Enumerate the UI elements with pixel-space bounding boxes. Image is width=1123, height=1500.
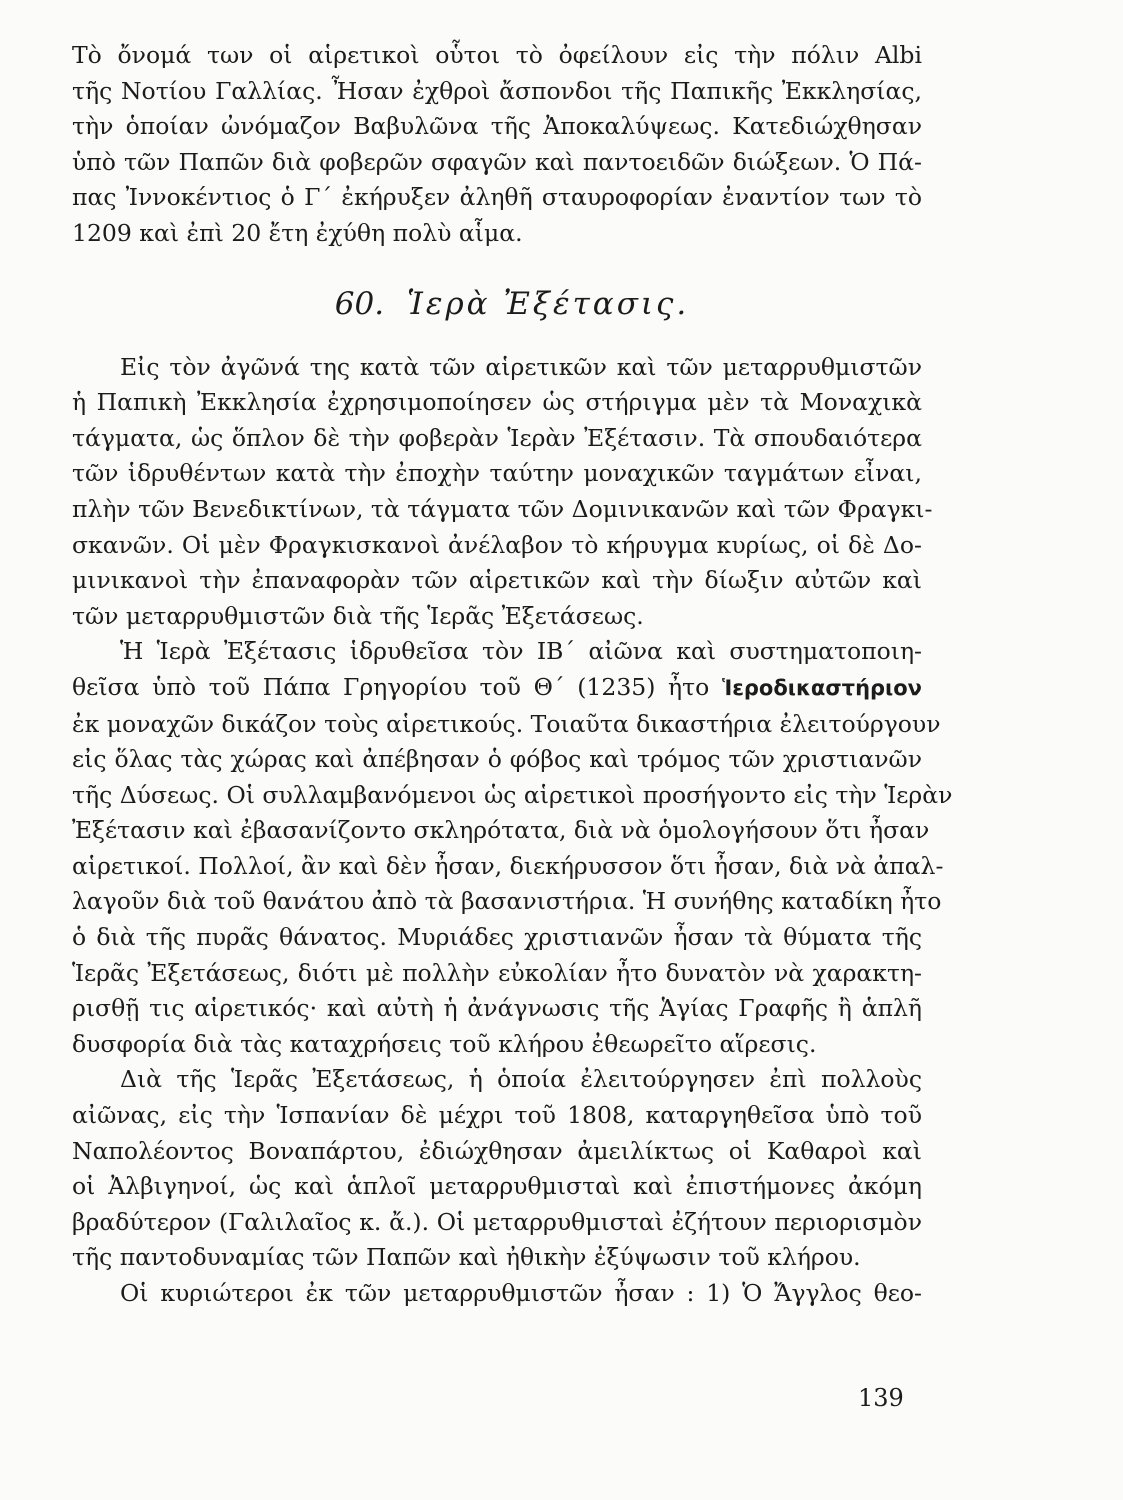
text-line: λαγοῦν διὰ τοῦ θανάτου ἀπὸ τὰ βασανιστήρια. Ἡ συνήθης καταδίκη ἦτο — [72, 887, 942, 916]
text-line: τῶν μεταρρυθμιστῶν διὰ τῆς Ἱερᾶς Ἐξετάσεως. — [72, 601, 644, 630]
text-line: ὁ διὰ τῆς πυρᾶς θάνατος. Μυριάδες χριστιανῶν ἦσαν τὰ θύματα τῆς — [72, 923, 922, 952]
text-line: Τὸ ὄνομά των οἱ αἱρετικοὶ οὗτοι τὸ ὀφείλουν εἰς τὴν πόλιν Albi — [72, 41, 922, 69]
text-line: δυσφορία διὰ τὰς καταχρήσεις τοῦ κλήρου ἐθεωρεῖτο αἵρεσις. — [72, 1029, 817, 1058]
text-line: ἡ Παπικὴ Ἐκκλησία ἐχρησιμοποίησεν ὡς στήριγμα μὲν τὰ Μοναχικὰ — [72, 388, 922, 417]
intro-paragraph — [72, 38, 922, 252]
text-line: τάγματα, ὡς ὅπλον δὲ τὴν φοβερὰν Ἱερὰν Ἐξέτασιν. Τὰ σπουδαιότερα — [72, 423, 922, 452]
text-line: πας Ἰννοκέντιος ὁ Γ΄ ἐκήρυξεν ἀληθῆ σταυροφορίαν ἐναντίον των τὸ — [72, 183, 922, 212]
text-line: τὴν ὁποίαν ὠνόμαζον Βαβυλῶνα τῆς Ἀποκαλύψεως. Κατεδιώχθησαν — [72, 112, 922, 141]
paragraph-orders — [72, 350, 933, 635]
text-line: Ἱερᾶς Ἐξετάσεως, διότι μὲ πολλὴν εὐκολίαν ἦτο δυνατὸν νὰ χαρακτη- — [72, 958, 922, 987]
text-line: τῆς Νοτίου Γαλλίας. Ἦσαν ἐχθροὶ ἄσπονδοι τῆς Παπικῆς Ἐκκλησίας, — [72, 76, 922, 105]
text-line: Ἐξέτασιν καὶ ἐβασανίζοντο σκληρότατα, διὰ νὰ ὁμολογήσουν ὅτι ἦσαν — [72, 816, 930, 845]
section-title: Ἱερὰ Ἐξέτασις. — [406, 285, 690, 322]
bold-term: Ἱεροδικαστήριον — [721, 675, 922, 700]
text-line: αἰῶνας, εἰς τὴν Ἱσπανίαν δὲ μέχρι τοῦ 1808, καταργηθεῖσα ὑπὸ τοῦ — [72, 1101, 922, 1130]
text-line: ἐκ μοναχῶν δικάζον τοὺς αἱρετικούς. Τοιαῦτα δικαστήρια ἐλειτούργουν — [72, 709, 941, 738]
section-heading — [72, 284, 922, 324]
paragraph-abolition — [72, 1062, 922, 1276]
text-line: εἰς ὅλας τὰς χώρας καὶ ἀπέβησαν ὁ φόβος καὶ τρόμος τῶν χριστιανῶν — [72, 745, 922, 774]
text-line: τῆς Δύσεως. Οἱ συλλαμβανόμενοι ὡς αἱρετικοὶ προσήγοντο εἰς τὴν Ἱερὰν — [72, 780, 953, 809]
text-line: σκανῶν. Οἱ μὲν Φραγκισκανοὶ ἀνέλαβον τὸ κήρυγμα κυρίως, οἱ δὲ Δο- — [72, 530, 922, 559]
text-line: Ναπολέοντος Βοναπάρτου, ἐδιώχθησαν ἀμειλίκτως οἱ Καθαροὶ καὶ — [72, 1136, 922, 1165]
text-line: οἱ Ἀλβιγηνοί, ὡς καὶ ἁπλοῖ μεταρρυθμισταὶ καὶ ἐπιστήμονες ἀκόμη — [72, 1172, 922, 1201]
text-line: ρισθῇ τις αἱρετικός· καὶ αὐτὴ ἡ ἀνάγνωσις τῆς Ἁγίας Γραφῆς ἢ ἁπλῆ — [72, 994, 922, 1023]
section-number: 60. — [334, 285, 385, 322]
text-line: βραδύτερον (Γαλιλαῖος κ. ἄ.). Οἱ μεταρρυθμισταὶ ἐζήτουν περιορισμὸν — [72, 1207, 922, 1236]
text-line: τῶν ἱδρυθέντων κατὰ τὴν ἐποχὴν ταύτην μοναχικῶν ταγμάτων εἶναι, — [72, 459, 922, 488]
text-line: Εἰς τὸν ἀγῶνά της κατὰ τῶν αἱρετικῶν καὶ τῶν μεταρρυθμιστῶν — [120, 352, 922, 381]
paragraph-reformers — [72, 1276, 922, 1312]
text-line: Οἱ κυριώτεροι ἐκ τῶν μεταρρυθμιστῶν ἦσαν : 1) Ὁ Ἄγγλος θεο- — [120, 1279, 922, 1307]
text-line: Διὰ τῆς Ἱερᾶς Ἐξετάσεως, ἡ ὁποία ἐλειτούργησεν ἐπὶ πολλοὺς — [120, 1065, 922, 1094]
book-page — [72, 38, 953, 1458]
text-line: Ἡ Ἱερὰ Ἐξέτασις ἱδρυθεῖσα τὸν ΙΒ΄ αἰῶνα καὶ συστηματοποιη- — [120, 637, 922, 666]
text-line: αἱρετικοί. Πολλοί, ἂν καὶ δὲν ἦσαν, διεκήρυσσον ὅτι ἦσαν, διὰ νὰ ἀπαλ- — [72, 851, 944, 880]
text-line: πλὴν τῶν Βενεδικτίνων, τὰ τάγματα τῶν Δομινικανῶν καὶ τῶν Φραγκι- — [72, 494, 933, 523]
text-line: ὑπὸ τῶν Παπῶν διὰ φοβερῶν σφαγῶν καὶ παντοειδῶν διώξεων. Ὁ Πά- — [72, 147, 922, 176]
page-number: 139 — [858, 1384, 904, 1412]
text-segment: θεῖσα ὑπὸ τοῦ Πάπα Γρηγορίου τοῦ Θ΄ (1235) ἦτο — [72, 672, 710, 701]
text-line — [72, 670, 922, 707]
text-line: 1209 καὶ ἐπὶ 20 ἔτη ἐχύθη πολὺ αἷμα. — [72, 218, 523, 247]
paragraph-inquisition — [72, 634, 953, 1062]
text-line: μινικανοὶ τὴν ἐπαναφορὰν τῶν αἱρετικῶν καὶ τὴν δίωξιν αὐτῶν καὶ — [72, 566, 922, 595]
text-line: τῆς παντοδυναμίας τῶν Παπῶν καὶ ἠθικὴν ἐξύψωσιν τοῦ κλήρου. — [72, 1243, 861, 1272]
